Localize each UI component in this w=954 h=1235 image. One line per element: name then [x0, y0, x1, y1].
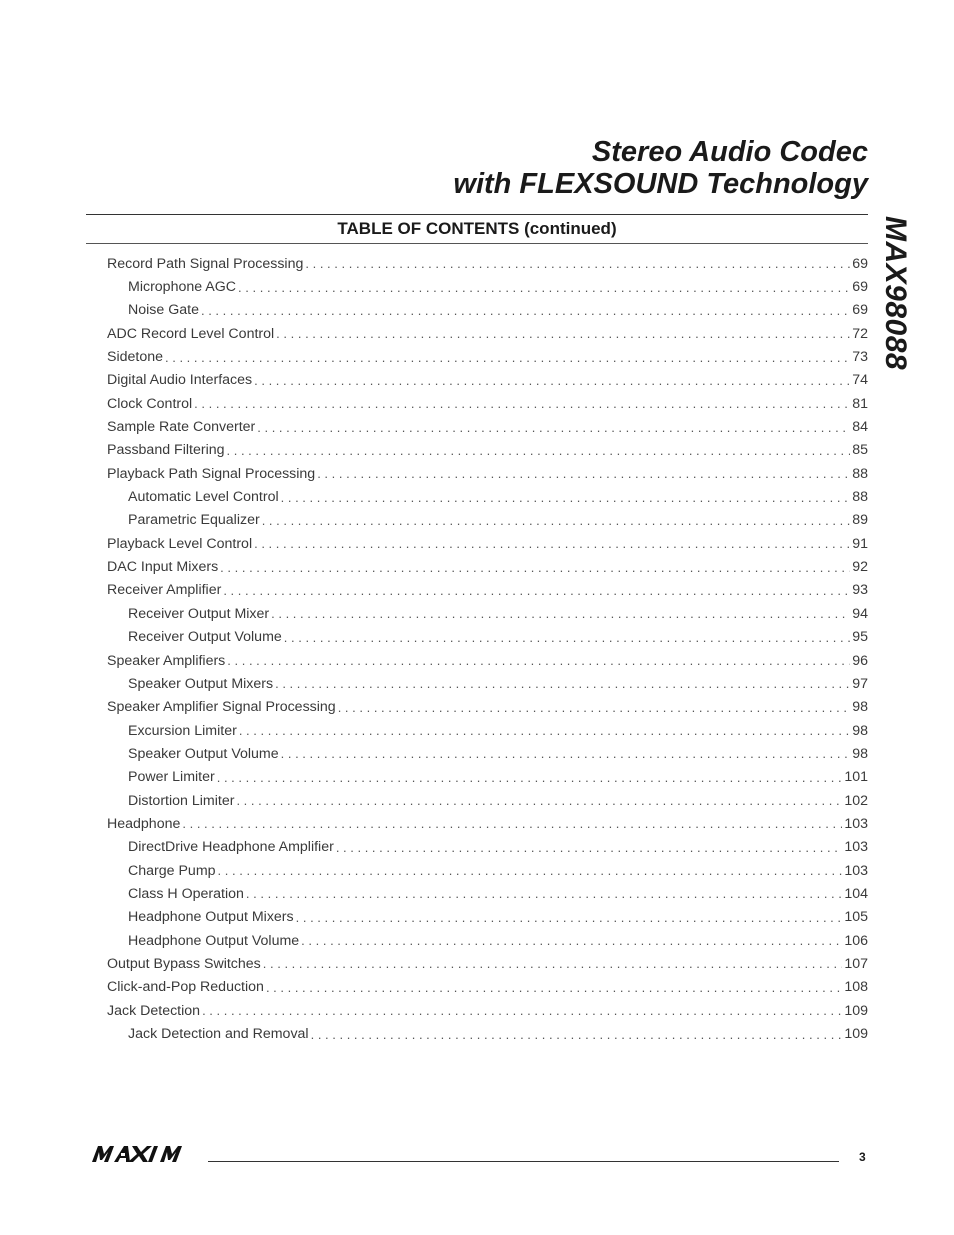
toc-leader-dots [301, 933, 842, 948]
toc-entry-page: 98 [852, 745, 868, 762]
toc-leader-dots [246, 886, 842, 901]
toc-entry-title: Digital Audio Interfaces [107, 372, 253, 389]
toc-entry-title: Sidetone [107, 349, 164, 366]
toc-entry-page: 94 [852, 605, 868, 622]
toc-entry [107, 532, 868, 555]
title-line-1: Stereo Audio Codec [591, 136, 868, 168]
toc-entry-title: Sample Rate Converter [107, 419, 256, 436]
toc-entry-title: Noise Gate [128, 302, 199, 319]
toc-leader-dots [338, 700, 851, 715]
toc-entry-page: 95 [852, 629, 868, 646]
toc-entry-title: Automatic Level Control [128, 489, 279, 506]
toc-entry [107, 345, 868, 368]
part-number-side-label: MAX98088 [879, 216, 912, 371]
toc-entry-page: 96 [852, 652, 868, 669]
toc-entry-page: 101 [844, 769, 868, 786]
toc-entry-page: 72 [852, 325, 868, 342]
toc-entry-page: 107 [844, 955, 868, 972]
toc-entry [107, 439, 868, 462]
toc-leader-dots [202, 1003, 842, 1018]
toc-leader-dots [281, 746, 851, 761]
toc-entry-title: Headphone [107, 815, 181, 832]
toc-leader-dots [227, 443, 851, 458]
toc-entry [107, 906, 868, 929]
toc-leader-dots [217, 770, 843, 785]
toc-entry [107, 322, 868, 345]
toc-entry-title: Record Path Signal Processing [107, 255, 304, 272]
toc-entry-title: Excursion Limiter [128, 722, 237, 739]
toc-entry [107, 555, 868, 578]
document-title [453, 136, 868, 200]
toc-entry-page: 74 [852, 372, 868, 389]
maxim-logo [90, 1144, 202, 1164]
toc-entry [107, 275, 868, 298]
toc-entry-title: Receiver Amplifier [107, 582, 222, 599]
toc-entry-page: 88 [852, 489, 868, 506]
toc-entry-title: Speaker Output Mixers [128, 675, 274, 692]
toc-entry-page: 98 [852, 699, 868, 716]
toc-entry-title: Receiver Output Mixer [128, 605, 270, 622]
toc-entry-title: Headphone Output Mixers [128, 909, 294, 926]
toc-leader-dots [296, 910, 843, 925]
toc-entry [107, 299, 868, 322]
toc-leader-dots [266, 980, 842, 995]
title-line-2: with FLEXSOUND Technology [453, 168, 868, 200]
toc-leader-dots [254, 536, 850, 551]
toc-leader-dots [165, 350, 850, 365]
toc-entry-title: Parametric Equalizer [128, 512, 260, 529]
toc-entry [107, 672, 868, 695]
toc-entry-title: Output Bypass Switches [107, 955, 261, 972]
toc-entry-page: 81 [852, 395, 868, 412]
heading-rule [86, 243, 868, 244]
toc-entry-page: 98 [852, 722, 868, 739]
toc-entry [107, 626, 868, 649]
toc-entry [107, 415, 868, 438]
toc-entry-page: 102 [844, 792, 868, 809]
toc-leader-dots [236, 793, 842, 808]
toc-entry [107, 696, 868, 719]
toc-entry-page: 105 [844, 909, 868, 926]
toc-entry-title: Speaker Amplifiers [107, 652, 226, 669]
toc-entry-title: Charge Pump [128, 862, 216, 879]
toc-leader-dots [311, 1027, 843, 1042]
toc-leader-dots [281, 490, 851, 505]
toc-leader-dots [276, 326, 850, 341]
header-rule [86, 214, 868, 215]
toc-leader-dots [223, 583, 850, 598]
toc-entry [107, 462, 868, 485]
toc-entry-page: 108 [844, 979, 868, 996]
toc-entry [107, 836, 868, 859]
toc-entry [107, 976, 868, 999]
toc-entry-page: 103 [844, 862, 868, 879]
toc-entry [107, 929, 868, 952]
toc-leader-dots [254, 373, 850, 388]
toc-entry-page: 69 [852, 255, 868, 272]
toc-entry [107, 859, 868, 882]
toc-entry [107, 999, 868, 1022]
toc-entry-page: 106 [844, 932, 868, 949]
toc-leader-dots [271, 606, 850, 621]
toc-entry-title: Class H Operation [128, 885, 244, 902]
toc-leader-dots [227, 653, 850, 668]
footer-rule [208, 1161, 839, 1162]
toc-entry [107, 649, 868, 672]
toc-entry [107, 602, 868, 625]
toc-entry-page: 69 [852, 279, 868, 296]
toc-list [107, 252, 868, 1046]
toc-leader-dots [317, 466, 850, 481]
toc-entry [107, 392, 868, 415]
toc-leader-dots [182, 816, 842, 831]
toc-entry-title: DirectDrive Headphone Amplifier [128, 839, 334, 856]
toc-entry-page: 92 [852, 559, 868, 576]
toc-entry-title: Clock Control [107, 395, 193, 412]
toc-leader-dots [263, 956, 843, 971]
toc-entry-title: Jack Detection [107, 1002, 201, 1019]
toc-entry-page: 84 [852, 419, 868, 436]
toc-entry [107, 766, 868, 789]
toc-entry-page: 89 [852, 512, 868, 529]
toc-entry [107, 719, 868, 742]
toc-entry-page: 103 [844, 839, 868, 856]
toc-leader-dots [336, 840, 843, 855]
toc-entry-title: Power Limiter [128, 769, 215, 786]
toc-entry-title: Speaker Output Volume [128, 745, 279, 762]
toc-entry-title: DAC Input Mixers [107, 559, 219, 576]
toc-entry-page: 97 [852, 675, 868, 692]
toc-entry [107, 509, 868, 532]
toc-entry [107, 742, 868, 765]
toc-entry-page: 104 [844, 885, 868, 902]
toc-leader-dots [305, 256, 850, 271]
toc-entry [107, 1022, 868, 1045]
toc-entry-page: 69 [852, 302, 868, 319]
toc-entry-title: Distortion Limiter [128, 792, 235, 809]
toc-entry-title: Passband Filtering [107, 442, 225, 459]
toc-leader-dots [194, 396, 850, 411]
toc-leader-dots [257, 420, 850, 435]
toc-entry [107, 579, 868, 602]
toc-leader-dots [238, 280, 850, 295]
toc-entry-title: Speaker Amplifier Signal Processing [107, 699, 336, 716]
toc-entry-page: 109 [844, 1002, 868, 1019]
toc-entry-title: Jack Detection and Removal [128, 1026, 309, 1043]
toc-entry-page: 88 [852, 465, 868, 482]
toc-entry [107, 252, 868, 275]
toc-leader-dots [201, 303, 850, 318]
toc-entry [107, 812, 868, 835]
toc-entry-title: Microphone AGC [128, 279, 237, 296]
toc-entry-page: 85 [852, 442, 868, 459]
toc-leader-dots [220, 560, 850, 575]
toc-entry-title: Playback Path Signal Processing [107, 465, 316, 482]
toc-entry-title: Receiver Output Volume [128, 629, 282, 646]
toc-entry [107, 485, 868, 508]
toc-entry-page: 109 [844, 1026, 868, 1043]
toc-heading: TABLE OF CONTENTS (continued) [337, 219, 617, 238]
toc-entry [107, 789, 868, 812]
toc-leader-dots [262, 513, 851, 528]
toc-entry [107, 952, 868, 975]
toc-entry-title: Playback Level Control [107, 535, 253, 552]
toc-entry-title: ADC Record Level Control [107, 325, 275, 342]
toc-entry-page: 91 [852, 535, 868, 552]
toc-leader-dots [284, 630, 850, 645]
toc-entry [107, 369, 868, 392]
toc-leader-dots [218, 863, 843, 878]
toc-entry-title: Click-and-Pop Reduction [107, 979, 264, 996]
toc-entry-page: 93 [852, 582, 868, 599]
page-number: 3 [859, 1150, 866, 1164]
toc-leader-dots [239, 723, 850, 738]
toc-entry-page: 73 [852, 349, 868, 366]
toc-entry-title: Headphone Output Volume [128, 932, 300, 949]
toc-leader-dots [275, 676, 850, 691]
toc-entry-page: 103 [844, 815, 868, 832]
toc-entry [107, 882, 868, 905]
